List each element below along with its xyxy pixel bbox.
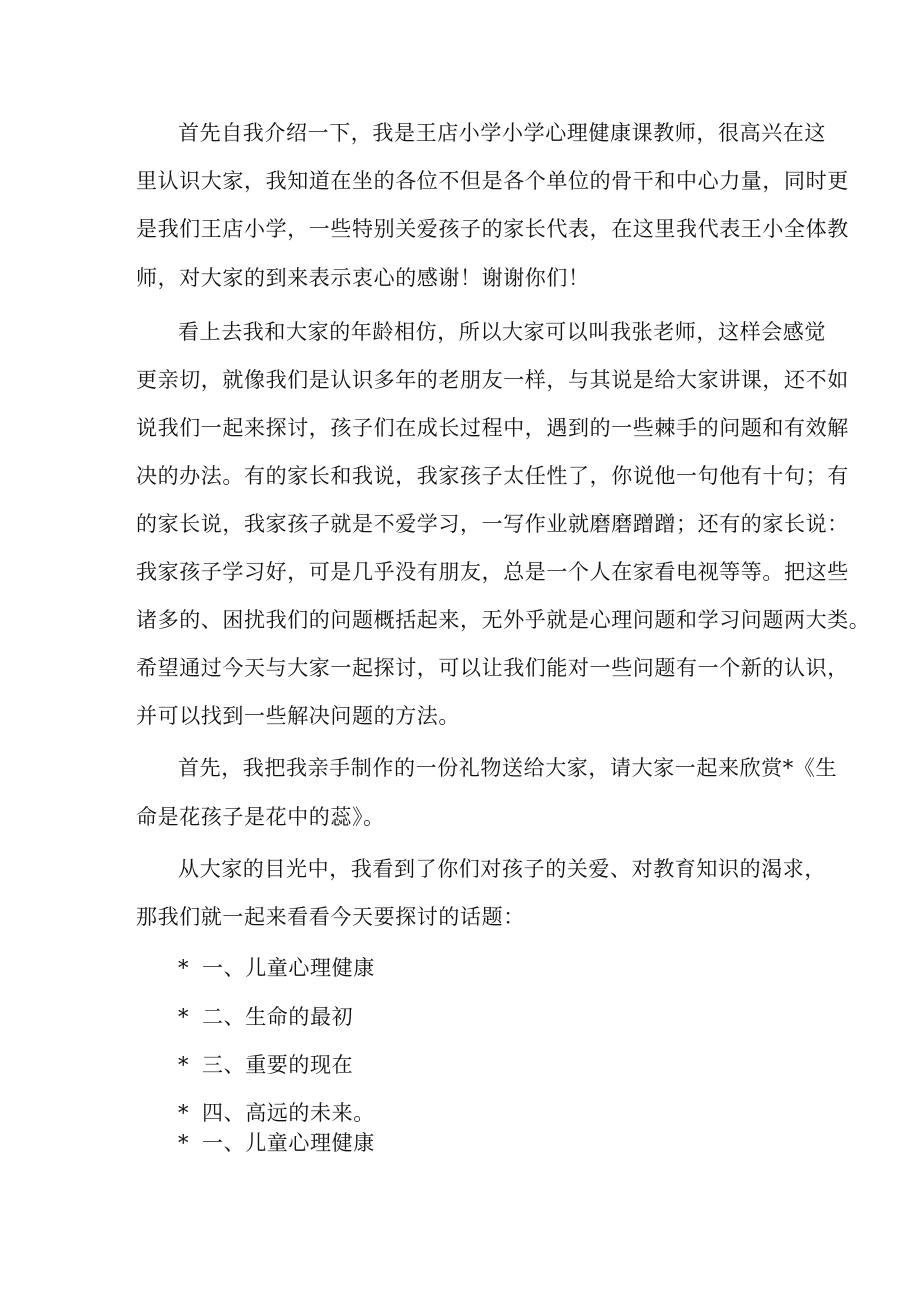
list-item	[178, 1129, 375, 1157]
list-item-text: 一、儿童心理健康	[202, 956, 375, 980]
paragraph-line: 决的办法。有的家长和我说，我家孩子太任性了，你说他一句他有十句；有	[136, 464, 849, 488]
list-item-text: 三、重要的现在	[202, 1053, 354, 1077]
paragraph-line: 命是花孩子是花中的蕊》。	[136, 805, 385, 829]
asterisk-marker: *	[178, 1131, 189, 1155]
paragraph-line: 师，对大家的到来表示衷心的感谢！谢谢你们！	[136, 266, 590, 290]
paragraph-line: 首先，我把我亲手制作的一份礼物送给大家，请大家一起来欣赏*《生	[178, 756, 838, 780]
paragraph-line: 更亲切，就像我们是认识多年的老朋友一样，与其说是给大家讲课，还不如	[136, 368, 849, 392]
asterisk-marker: *	[178, 1101, 189, 1125]
paragraph-line: 并可以找到一些解决问题的方法。	[136, 704, 460, 728]
list-item-text: 四、高远的未来。	[202, 1101, 375, 1125]
asterisk-marker: *	[178, 1005, 189, 1029]
paragraph-line: 诸多的、困扰我们的问题概括起来，无外乎就是心理问题和学习问题两大类。	[136, 608, 871, 632]
list-item	[178, 954, 375, 982]
list-item-text: 一、儿童心理健康	[202, 1131, 375, 1155]
paragraph-line: 那我们就一起来看看今天要探讨的话题：	[136, 905, 525, 929]
list-item	[178, 1051, 353, 1079]
paragraph-line: 希望通过今天与大家一起探讨，可以让我们能对一些问题有一个新的认识，	[136, 656, 849, 680]
paragraph-line: 首先自我介绍一下，我是王店小学小学心理健康课教师，很高兴在这	[178, 121, 826, 145]
asterisk-marker: *	[178, 956, 189, 980]
paragraph-line: 看上去我和大家的年龄相仿，所以大家可以叫我张老师，这样会感觉	[178, 320, 826, 344]
list-item-text: 二、生命的最初	[202, 1005, 354, 1029]
paragraph-line: 从大家的目光中，我看到了你们对孩子的关爱、对教育知识的渴求，	[178, 857, 826, 881]
paragraph-line: 里认识大家，我知道在坐的各位不但是各个单位的骨干和中心力量，同时更	[136, 169, 849, 193]
asterisk-marker: *	[178, 1053, 189, 1077]
paragraph-line: 说我们一起来探讨，孩子们在成长过程中，遇到的一些棘手的问题和有效解	[136, 416, 849, 440]
paragraph-line: 的家长说，我家孩子就是不爱学习，一写作业就磨磨蹭蹭；还有的家长说：	[136, 512, 849, 536]
paragraph-line: 是我们王店小学，一些特别关爱孩子的家长代表，在这里我代表王小全体教	[136, 217, 849, 241]
paragraph-line: 我家孩子学习好，可是几乎没有朋友，总是一个人在家看电视等等。把这些	[136, 560, 849, 584]
list-item	[178, 1099, 375, 1127]
list-item	[178, 1003, 353, 1031]
